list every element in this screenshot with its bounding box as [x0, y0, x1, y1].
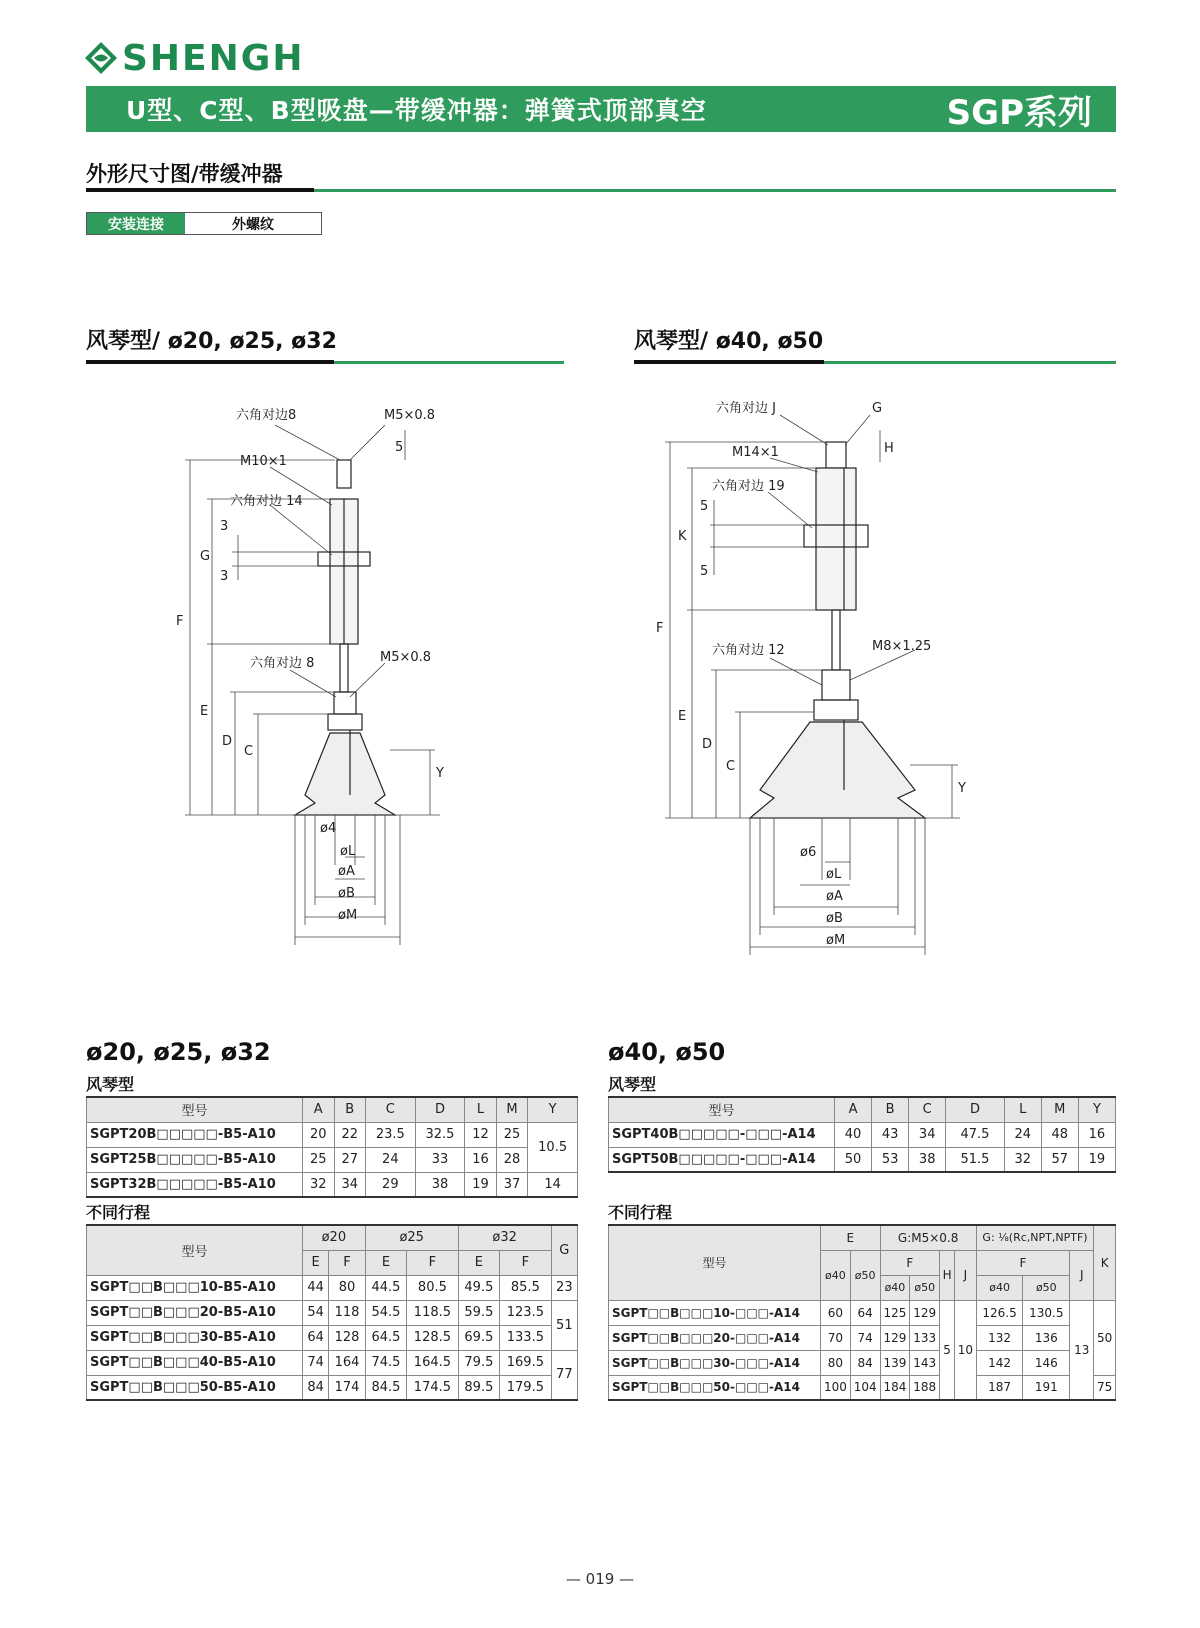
right-label-B: øB [826, 911, 843, 926]
right-table-heading: ø40, ø50 [608, 1038, 726, 1066]
right-stroke-table [608, 1224, 1116, 1401]
table-header-row [87, 1225, 578, 1250]
value-cell: 118 [329, 1300, 365, 1325]
model-cell: SGPT20B□□□□□-B5-A10 [87, 1122, 303, 1147]
right-label-D: D [702, 737, 713, 752]
value-cell: 19 [465, 1172, 497, 1197]
right-figure-title: 风琴型/ ø40, ø50 [634, 329, 824, 354]
left-stroke-table [86, 1224, 578, 1401]
value-cell: 49.5 [458, 1275, 499, 1300]
right-table-sub1: 风琴型 [608, 1075, 657, 1094]
table-header-row [87, 1097, 578, 1122]
value-cell: 70 [821, 1325, 851, 1350]
col-header: ø32 [458, 1225, 551, 1250]
value-cell: 57 [1041, 1147, 1078, 1172]
value-cell: 20 [303, 1122, 335, 1147]
left-dims-table [86, 1096, 578, 1198]
col-header: Y [1078, 1097, 1115, 1122]
col-header: M [496, 1097, 528, 1122]
value-cell: 126.5 [976, 1300, 1023, 1325]
col-header: K [1094, 1225, 1116, 1300]
value-cell: 179.5 [500, 1375, 552, 1400]
right-label-E: E [678, 709, 687, 724]
table-row [609, 1122, 1116, 1147]
left-label-thread-top: M5×0.8 [384, 408, 436, 423]
model-cell: SGPT□□B□□□10-□□□-A14 [609, 1300, 821, 1325]
right-label-H: H [884, 441, 894, 456]
model-cell: SGPT50B□□□□□-□□□-A14 [609, 1147, 835, 1172]
value-cell: 75 [1094, 1375, 1116, 1400]
value-cell: 77 [551, 1350, 577, 1400]
page-number: — 019 — [565, 1570, 635, 1588]
left-label-B: øB [338, 886, 355, 901]
table-row [609, 1147, 1116, 1172]
value-cell: 32 [303, 1172, 335, 1197]
brand-diamond-icon [84, 41, 118, 75]
right-label-hex-mid: 六角对边 19 [712, 479, 785, 494]
left-label-hex-low: 六角对边 8 [250, 656, 315, 671]
table-row [609, 1300, 1116, 1325]
col-header: C [909, 1097, 946, 1122]
model-cell: SGPT□□B□□□20-B5-A10 [87, 1300, 303, 1325]
value-cell: 142 [976, 1350, 1023, 1375]
col-header: G:M5×0.8 [880, 1225, 976, 1250]
right-label-K: K [678, 529, 687, 544]
value-cell: 60 [821, 1300, 851, 1325]
left-label-d4: ø4 [320, 821, 337, 836]
col-header: ø50 [910, 1275, 940, 1300]
left-label-dim3a: 3 [220, 519, 229, 534]
value-cell: 44 [303, 1275, 329, 1300]
value-cell: 129 [910, 1300, 940, 1325]
col-header: F [329, 1250, 365, 1275]
value-cell: 74 [850, 1325, 880, 1350]
table-row [87, 1122, 578, 1147]
col-header: L [1004, 1097, 1041, 1122]
value-cell: 44.5 [365, 1275, 406, 1300]
col-header: Y [528, 1097, 578, 1122]
value-cell: 130.5 [1023, 1300, 1070, 1325]
value-cell: 133.5 [500, 1325, 552, 1350]
col-header: C [366, 1097, 416, 1122]
col-header: E [458, 1250, 499, 1275]
value-cell: 129 [880, 1325, 910, 1350]
col-header: 型号 [87, 1097, 303, 1122]
right-figure-rule-green [824, 361, 1116, 364]
value-cell: 13 [1070, 1300, 1094, 1400]
banner-title: U型、C型、B型吸盘—带缓冲器：弹簧式顶部真空 [126, 96, 707, 125]
col-header: ø40 [976, 1275, 1023, 1300]
model-cell: SGPT□□B□□□50-□□□-A14 [609, 1375, 821, 1400]
left-figure-rule [86, 360, 334, 364]
value-cell: 80.5 [407, 1275, 459, 1300]
banner-series: SGP系列 [946, 92, 1092, 133]
right-label-thread-body: M14×1 [732, 445, 779, 460]
table-header-row [609, 1097, 1116, 1122]
model-cell: SGPT40B□□□□□-□□□-A14 [609, 1122, 835, 1147]
value-cell: 10.5 [528, 1122, 578, 1172]
right-label-C: C [726, 759, 736, 774]
value-cell: 74 [303, 1350, 329, 1375]
value-cell: 164 [329, 1350, 365, 1375]
value-cell: 133 [910, 1325, 940, 1350]
value-cell: 53 [872, 1147, 909, 1172]
model-cell: SGPT32B□□□□□-B5-A10 [87, 1172, 303, 1197]
left-label-G: G [200, 549, 211, 564]
col-header: ø25 [365, 1225, 458, 1250]
right-label-G: G [872, 401, 883, 416]
right-label-dim5a: 5 [700, 499, 709, 514]
value-cell: 84.5 [365, 1375, 406, 1400]
value-cell: 184 [880, 1375, 910, 1400]
left-label-A: øA [338, 864, 355, 879]
value-cell: 174.5 [407, 1375, 459, 1400]
left-label-L: øL [340, 844, 356, 859]
value-cell: 125 [880, 1300, 910, 1325]
col-header: B [334, 1097, 366, 1122]
left-label-D: D [222, 734, 233, 749]
section-title: 外形尺寸图/带缓冲器 [86, 162, 283, 186]
col-header: ø40 [821, 1250, 851, 1300]
value-cell: 143 [910, 1350, 940, 1375]
right-label-hex-top: 六角对边 J [716, 401, 776, 416]
brand-name: SHENGH [122, 37, 305, 79]
table-row [87, 1325, 578, 1350]
value-cell: 34 [909, 1122, 946, 1147]
value-cell: 123.5 [500, 1300, 552, 1325]
col-header: L [465, 1097, 497, 1122]
left-figure-rule-green [334, 361, 564, 364]
value-cell: 64 [850, 1300, 880, 1325]
value-cell: 69.5 [458, 1325, 499, 1350]
value-cell: 51.5 [946, 1147, 1004, 1172]
value-cell: 51 [551, 1300, 577, 1350]
left-label-Y: Y [436, 766, 444, 781]
left-label-F: F [176, 614, 184, 629]
value-cell: 118.5 [407, 1300, 459, 1325]
value-cell: 188 [910, 1375, 940, 1400]
right-label-d6: ø6 [800, 845, 817, 860]
model-cell: SGPT□□B□□□50-B5-A10 [87, 1375, 303, 1400]
value-cell: 16 [1078, 1122, 1115, 1147]
left-label-thread-body: M10×1 [240, 454, 287, 469]
right-label-dim5b: 5 [700, 564, 709, 579]
value-cell: 34 [334, 1172, 366, 1197]
value-cell: 104 [850, 1375, 880, 1400]
left-figure-title: 风琴型/ ø20, ø25, ø32 [86, 329, 337, 354]
value-cell: 5 [940, 1300, 955, 1400]
col-header: F [500, 1250, 552, 1275]
model-cell: SGPT□□B□□□30-B5-A10 [87, 1325, 303, 1350]
col-header: A [303, 1097, 335, 1122]
col-header: G [551, 1225, 577, 1275]
table-row [87, 1275, 578, 1300]
value-cell: 139 [880, 1350, 910, 1375]
table-row [609, 1325, 1116, 1350]
brand-logo [84, 38, 304, 78]
value-cell: 38 [909, 1147, 946, 1172]
value-cell: 40 [835, 1122, 872, 1147]
value-cell: 191 [1023, 1375, 1070, 1400]
col-header: D [415, 1097, 465, 1122]
value-cell: 128 [329, 1325, 365, 1350]
right-label-hex-low: 六角对边 12 [712, 643, 785, 658]
right-label-A: øA [826, 889, 843, 904]
col-header: 型号 [87, 1225, 303, 1275]
title-banner [86, 86, 1116, 132]
table-row [87, 1172, 578, 1197]
col-header: H [940, 1250, 955, 1300]
col-header: J [1070, 1250, 1094, 1300]
value-cell: 43 [872, 1122, 909, 1147]
value-cell: 132 [976, 1325, 1023, 1350]
value-cell: 48 [1041, 1122, 1078, 1147]
col-header: 型号 [609, 1225, 821, 1300]
left-table-heading: ø20, ø25, ø32 [86, 1038, 271, 1066]
value-cell: 12 [465, 1122, 497, 1147]
model-cell: SGPT□□B□□□10-B5-A10 [87, 1275, 303, 1300]
col-header: ø50 [850, 1250, 880, 1300]
value-cell: 32 [1004, 1147, 1041, 1172]
col-header: ø50 [1023, 1275, 1070, 1300]
left-label-E: E [200, 704, 209, 719]
table-row [87, 1375, 578, 1400]
right-dims-table [608, 1096, 1116, 1173]
left-label-C: C [244, 744, 254, 759]
right-dimension-drawing [640, 400, 1000, 970]
table-row [87, 1147, 578, 1172]
value-cell: 85.5 [500, 1275, 552, 1300]
right-table-sub2: 不同行程 [608, 1203, 673, 1222]
left-label-hex-mid: 六角对边 14 [230, 494, 303, 509]
left-label-M: øM [338, 908, 358, 923]
value-cell: 32.5 [415, 1122, 465, 1147]
value-cell: 27 [334, 1147, 366, 1172]
col-header: D [946, 1097, 1004, 1122]
right-label-Y: Y [958, 781, 966, 796]
value-cell: 37 [496, 1172, 528, 1197]
col-header: ø40 [880, 1275, 910, 1300]
col-header: G: ⅛(Rc,NPT,NPTF) [976, 1225, 1094, 1250]
left-dimension-drawing [160, 405, 490, 975]
section-rule-green [314, 189, 1116, 192]
value-cell: 19 [1078, 1147, 1115, 1172]
value-cell: 50 [835, 1147, 872, 1172]
value-cell: 23 [551, 1275, 577, 1300]
table-row [87, 1350, 578, 1375]
value-cell: 14 [528, 1172, 578, 1197]
value-cell: 16 [465, 1147, 497, 1172]
right-label-L: øL [826, 867, 842, 882]
value-cell: 128.5 [407, 1325, 459, 1350]
value-cell: 136 [1023, 1325, 1070, 1350]
section-rule [86, 188, 314, 192]
left-table-sub2: 不同行程 [86, 1203, 151, 1222]
right-label-M: øM [826, 933, 846, 948]
col-header: E [365, 1250, 406, 1275]
value-cell: 10 [955, 1300, 977, 1400]
value-cell: 54.5 [365, 1300, 406, 1325]
value-cell: 22 [334, 1122, 366, 1147]
left-label-hex-top: 六角对边8 [236, 408, 297, 423]
col-header: 型号 [609, 1097, 835, 1122]
model-cell: SGPT25B□□□□□-B5-A10 [87, 1147, 303, 1172]
col-header: ø20 [303, 1225, 366, 1250]
value-cell: 50 [1094, 1300, 1116, 1375]
value-cell: 169.5 [500, 1350, 552, 1375]
model-cell: SGPT□□B□□□30-□□□-A14 [609, 1350, 821, 1375]
value-cell: 74.5 [365, 1350, 406, 1375]
value-cell: 38 [415, 1172, 465, 1197]
mounting-label: 安装连接 [87, 213, 185, 234]
left-table-sub1: 风琴型 [86, 1075, 135, 1094]
model-cell: SGPT□□B□□□20-□□□-A14 [609, 1325, 821, 1350]
col-header: B [872, 1097, 909, 1122]
col-header: F [976, 1250, 1069, 1275]
value-cell: 187 [976, 1375, 1023, 1400]
value-cell: 25 [496, 1122, 528, 1147]
value-cell: 84 [303, 1375, 329, 1400]
value-cell: 64.5 [365, 1325, 406, 1350]
value-cell: 80 [329, 1275, 365, 1300]
mounting-value: 外螺纹 [185, 213, 321, 234]
col-header: M [1041, 1097, 1078, 1122]
value-cell: 84 [850, 1350, 880, 1375]
mounting-badge [86, 212, 322, 235]
col-header: E [821, 1225, 881, 1250]
value-cell: 25 [303, 1147, 335, 1172]
value-cell: 47.5 [946, 1122, 1004, 1147]
value-cell: 33 [415, 1147, 465, 1172]
col-header: F [880, 1250, 940, 1275]
value-cell: 80 [821, 1350, 851, 1375]
col-header: A [835, 1097, 872, 1122]
value-cell: 100 [821, 1375, 851, 1400]
table-row [87, 1300, 578, 1325]
model-cell: SGPT□□B□□□40-B5-A10 [87, 1350, 303, 1375]
col-header: J [955, 1250, 977, 1300]
value-cell: 23.5 [366, 1122, 416, 1147]
value-cell: 59.5 [458, 1300, 499, 1325]
value-cell: 29 [366, 1172, 416, 1197]
value-cell: 164.5 [407, 1350, 459, 1375]
value-cell: 24 [366, 1147, 416, 1172]
value-cell: 64 [303, 1325, 329, 1350]
left-label-dim5: 5 [395, 440, 404, 455]
table-row [609, 1350, 1116, 1375]
col-header: F [407, 1250, 459, 1275]
col-header: E [303, 1250, 329, 1275]
right-figure-rule [634, 360, 824, 364]
right-label-F: F [656, 621, 664, 636]
value-cell: 54 [303, 1300, 329, 1325]
left-label-dim3b: 3 [220, 569, 229, 584]
table-header-row [609, 1225, 1116, 1250]
value-cell: 79.5 [458, 1350, 499, 1375]
left-label-thread-low: M5×0.8 [380, 650, 432, 665]
value-cell: 89.5 [458, 1375, 499, 1400]
value-cell: 146 [1023, 1350, 1070, 1375]
value-cell: 24 [1004, 1122, 1041, 1147]
value-cell: 28 [496, 1147, 528, 1172]
right-label-thread-low: M8×1.25 [872, 639, 932, 654]
value-cell: 174 [329, 1375, 365, 1400]
table-row [609, 1375, 1116, 1400]
